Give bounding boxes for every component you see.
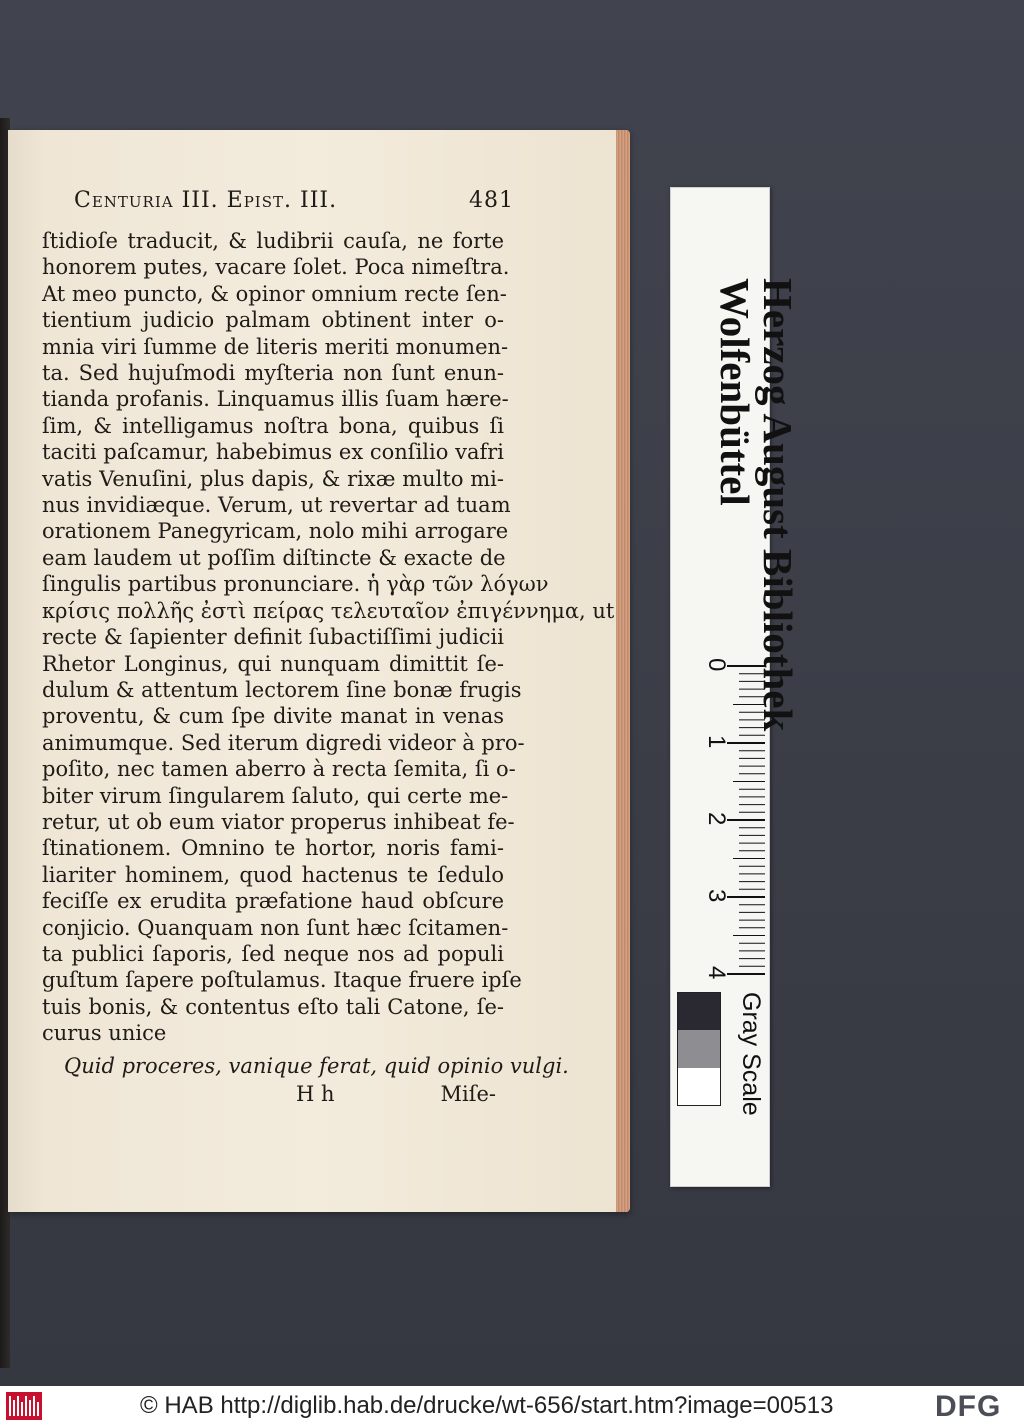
text-line: curus unice [42,1021,167,1046]
gray-scale-swatches [677,992,721,1106]
text-line: ſtidioſe traducit, & ludibrii cauſa, ne forte [42,229,504,253]
copyright-url[interactable]: © HAB http://diglib.hab.de/drucke/wt-656/start.htm?image=00513 [140,1392,834,1419]
text-line: recte & ſapienter definit ſubactiſſimi judicii [42,625,504,650]
running-header [74,188,514,213]
text-line: Rhetor Longinus, qui nunquam dimittit ſe- [42,651,504,676]
text-line: ſim, & intelligamus noſtra bona, quibus ſi [42,413,504,438]
signature-mark: H h [296,1082,335,1106]
ruler-number: 3 [703,889,730,903]
gray-swatch [678,993,720,1030]
verse-quote: Quid proceres, vanique ferat, quid opinio vulgi. [64,1054,569,1078]
gray-scale-label: Gray Scale [737,992,765,1116]
text-line: biter virum ſingularem ſaluto, qui certe me- [42,783,509,808]
text-line: dulum & attentum lectorem ſine bonæ frugis [42,677,522,702]
ruler-number: 1 [703,735,730,749]
text-line: vatis Venuſini, plus dapis, & rixæ multo mi- [42,466,504,491]
ruler-title-line2: Wolfenbüttel [712,278,758,506]
text-line: honorem putes, vacare ſolet. Poca nimeſtra. [42,255,510,280]
text-line: ta publici ſaporis, ſed neque nos ad populi [42,941,504,966]
text-line: proventu, & cum ſpe divite manat in venas [42,704,504,729]
body-text [42,228,615,1047]
text-line: κρίσις πολλῆς ἐστὶ πείρας τελευταῖον ἐπιγέννημα, ut [42,598,615,623]
ruler-ticks [703,658,767,980]
text-line: mnia viri ſumme de literis meriti monumen- [42,334,509,359]
footer-bar [0,1386,1024,1426]
text-line: tientium judicio palmam obtinent inter o- [42,308,504,333]
ruler-title-line1: Herzog August Bibliothek [755,278,801,732]
text-line: ſingulis partibus pronunciare. ἡ γὰρ τῶν λόγων [42,572,549,597]
scale-ruler [670,187,801,1187]
hab-logo-icon [6,1392,42,1420]
text-line: feciſſe ex erudita præfatione haud obſcure [42,889,504,914]
header-title: Centuria III. Epist. III. [74,188,338,213]
ruler-number: 0 [703,658,730,672]
gray-swatch [678,1030,720,1067]
ruler-number: 2 [703,812,730,826]
gray-swatch [678,1068,720,1105]
text-line: nus invidiæque. Verum, ut revertar ad tuam [42,493,511,518]
text-line: ſtinationem. Omnino te hortor, noris fami- [42,836,504,861]
text-line: retur, ut ob eum viator properus inhibeat fe- [42,809,515,834]
page-edge [616,130,630,1212]
text-line: ta. Sed hujuſmodi myſteria non ſunt enun- [42,361,504,386]
catchword: Miſe- [440,1082,496,1106]
text-line: eam laudem ut poſſim diſtincte & exacte de [42,545,506,570]
page-footer [296,1082,496,1106]
text-line: liariter hominem, quod hactenus te ſedulo [42,862,504,887]
text-line: At meo puncto, & opinor omnium recte ſen- [42,281,507,306]
text-line: animumque. Sed iterum digredi videor à pro- [42,730,525,755]
text-line: tianda profanis. Linquamus illis ſuam hære- [42,387,509,412]
text-line: conjicio. Quanquam non ſunt hæc ſcitamen- [42,915,509,940]
text-line: guſtum ſapere poſtulamus. Itaque fruere ipſe [42,968,522,993]
text-line: poſito, nec tamen aberro à recta ſemita, ſi o- [42,757,516,782]
dfg-logo: DFG [935,1390,1002,1423]
text-line: taciti paſcamur, habebimus ex conſilio vafri [42,440,504,465]
ruler-number: 4 [703,966,730,980]
text-line: tuis bonis, & contentus eſto tali Catone, ſe- [42,994,504,1019]
page-number: 481 [469,188,514,213]
text-line: orationem Panegyricam, nolo mihi arrogare [42,519,509,544]
